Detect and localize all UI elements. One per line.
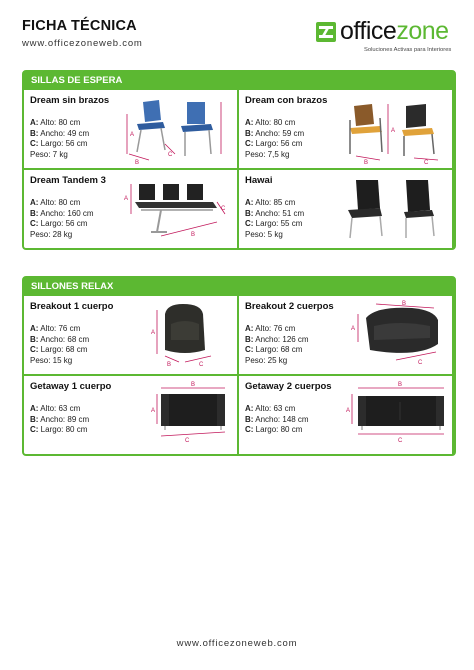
product-card-getaway-2-cuerpos bbox=[239, 376, 452, 454]
product-specs: A: Alto: 76 cm B: Ancho: 126 cm C: Largo: 68 cm Peso: 25 kg bbox=[245, 324, 309, 365]
footer-url[interactable]: www.officezoneweb.com bbox=[176, 638, 298, 649]
section-title: SILLAS DE ESPERA bbox=[31, 75, 123, 86]
product-specs: A: Alto: 85 cm B: Ancho: 51 cm C: Largo: 55 cm Peso: 5 kg bbox=[245, 198, 305, 239]
svg-text:B: B bbox=[398, 382, 403, 388]
svg-text:C: C bbox=[221, 206, 226, 212]
product-specs: A: Alto: 80 cm B: Ancho: 160 cm C: Largo: 56 cm Peso: 28 kg bbox=[30, 198, 94, 239]
blue-chair-icon bbox=[121, 94, 233, 164]
product-card-dream-sin-brazos bbox=[24, 90, 237, 168]
svg-text:A: A bbox=[124, 196, 129, 202]
product-card-dream-con-brazos bbox=[239, 90, 452, 168]
section-sillones-relax bbox=[22, 276, 456, 456]
product-card-getaway-1-cuerpo bbox=[24, 376, 237, 454]
black-chair-icon bbox=[336, 174, 448, 244]
product-name: Hawai bbox=[245, 175, 273, 186]
tandem-bench-icon bbox=[121, 174, 233, 244]
svg-text:C: C bbox=[199, 362, 204, 368]
svg-text:C: C bbox=[185, 438, 190, 444]
svg-text:A: A bbox=[151, 330, 156, 336]
product-card-hawai bbox=[239, 170, 452, 248]
product-card-breakout-1-cuerpo bbox=[24, 296, 237, 374]
club-chair-icon bbox=[121, 380, 233, 450]
product-specs: A: Alto: 76 cm B: Ancho: 68 cm C: Largo: 68 cm Peso: 15 kg bbox=[30, 324, 90, 365]
svg-text:C: C bbox=[418, 360, 423, 366]
svg-text:B: B bbox=[191, 232, 196, 238]
product-card-breakout-2-cuerpos bbox=[239, 296, 452, 374]
product-specs: A: Alto: 80 cm B: Ancho: 49 cm C: Largo: 56 cm Peso: 7 kg bbox=[30, 118, 90, 159]
svg-text:B: B bbox=[167, 362, 172, 368]
svg-text:A: A bbox=[151, 408, 156, 414]
svg-text:B: B bbox=[402, 301, 407, 307]
svg-text:C: C bbox=[168, 152, 173, 158]
svg-text:B: B bbox=[364, 160, 369, 164]
sofa-icon bbox=[336, 380, 448, 450]
svg-text:C: C bbox=[424, 160, 429, 164]
svg-text:B: B bbox=[191, 382, 196, 388]
loveseat-icon bbox=[336, 300, 448, 370]
product-name: Dream sin brazos bbox=[30, 95, 110, 106]
product-name: Dream Tandem 3 bbox=[30, 175, 106, 186]
logo-tagline: Soluciones Activas para Interiores bbox=[364, 47, 452, 53]
product-name: Dream con brazos bbox=[245, 95, 328, 106]
header-url[interactable]: www.officezoneweb.com bbox=[22, 38, 143, 49]
product-specs: A: Alto: 80 cm B: Ancho: 59 cm C: Largo: 56 cm Peso: 7,5 kg bbox=[245, 118, 305, 159]
product-name: Breakout 2 cuerpos bbox=[245, 301, 334, 312]
svg-text:A: A bbox=[351, 326, 356, 332]
oz-logo-icon bbox=[316, 22, 336, 42]
svg-text:A: A bbox=[130, 132, 135, 138]
section-sillas-de-espera bbox=[22, 70, 456, 250]
logo-wordmark: officezone bbox=[340, 17, 449, 45]
svg-text:C: C bbox=[398, 438, 403, 444]
svg-text:B: B bbox=[135, 160, 140, 164]
product-name: Getaway 1 cuerpo bbox=[30, 381, 112, 392]
section-title: SILLONES RELAX bbox=[31, 281, 114, 292]
product-specs: A: Alto: 63 cm B: Ancho: 89 cm C: Largo: 80 cm bbox=[30, 404, 90, 435]
svg-text:A: A bbox=[391, 128, 396, 134]
armchair-icon bbox=[336, 94, 448, 164]
header-title: FICHA TÉCNICA bbox=[22, 18, 137, 34]
tub-chair-icon bbox=[121, 300, 233, 370]
svg-text:A: A bbox=[346, 408, 351, 414]
product-name: Breakout 1 cuerpo bbox=[30, 301, 114, 312]
product-specs: A: Alto: 63 cm B: Ancho: 148 cm C: Largo: 80 cm bbox=[245, 404, 309, 435]
product-name: Getaway 2 cuerpos bbox=[245, 381, 332, 392]
product-card-dream-tandem-3 bbox=[24, 170, 237, 248]
officezone-logo bbox=[316, 16, 456, 60]
